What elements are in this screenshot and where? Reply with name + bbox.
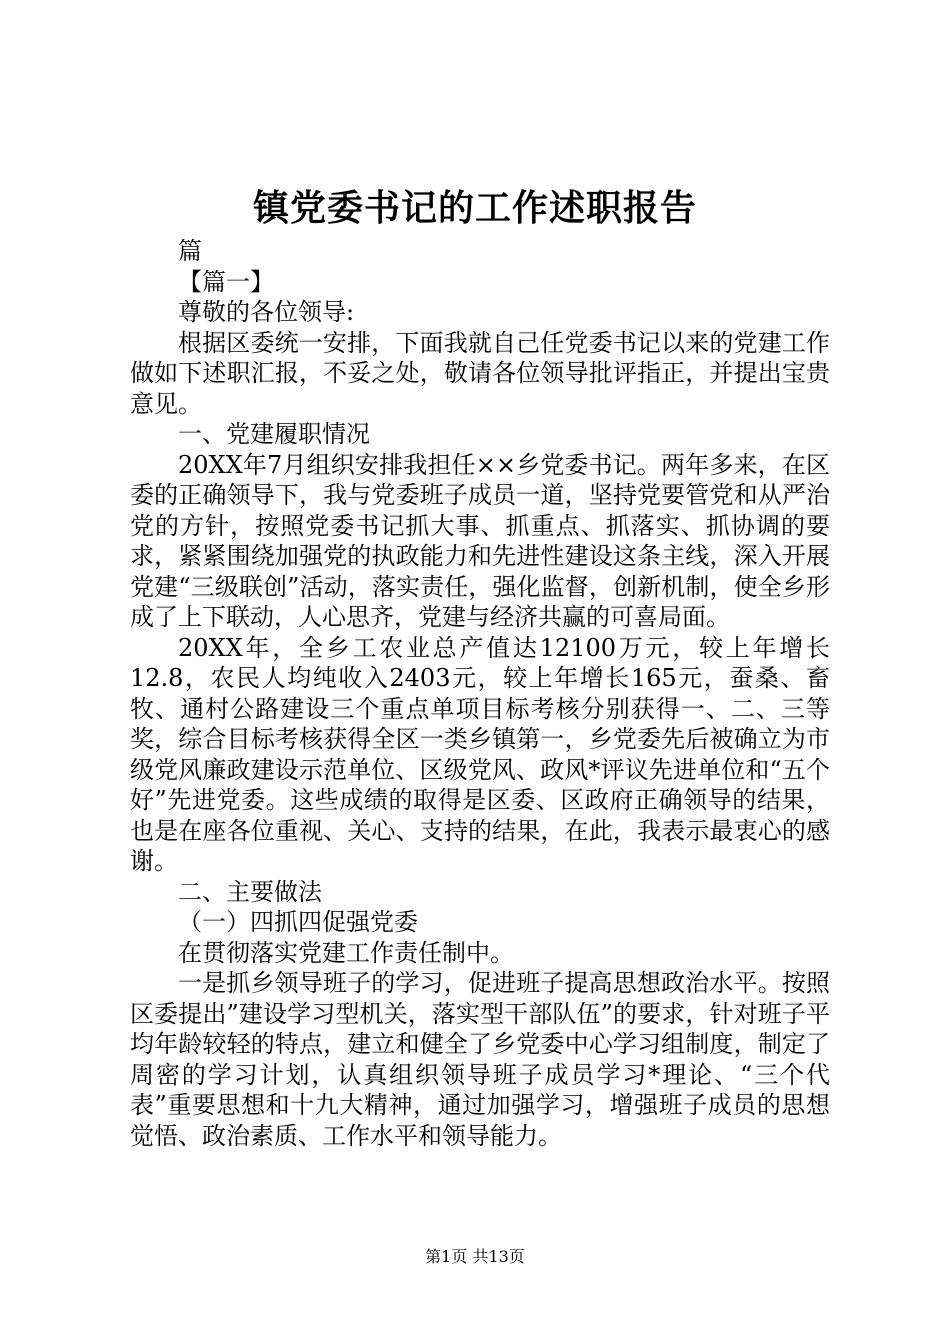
paragraph-intro: 根据区委统一安排，下面我就自己任党委书记以来的党建工作做如下述职汇报，不妥之处，敬请各位领导批评指正，并提出宝贵意见。 <box>130 328 830 418</box>
document-body <box>130 236 830 1151</box>
paragraph-study: 一是抓乡领导班子的学习，促进班子提高思想政治水平。按照区委提出”建设学习型机关，落实型干部队伍”的要求，针对班子平均年龄较轻的特点，建立和健全了乡党委中心学习组制度，制定了周密的学习计划，认真组织领导班子成员学习*理论、“三个代表”重要思想和十九大精神，通过加强学习，增强班子成员的思想觉悟、政治素质、工作水平和领导能力。 <box>130 969 830 1150</box>
paragraph-salutation: 尊敬的各位领导: <box>178 298 355 326</box>
heading-part-two: 二、主要做法 <box>178 877 322 906</box>
paragraph-pian: 篇 <box>178 237 202 265</box>
heading-subsection-one: （一）四抓四促强党委 <box>178 908 418 936</box>
paragraph-section-label: 【篇一】 <box>178 267 274 296</box>
document-title: 镇党委书记的工作述职报告 <box>252 187 697 229</box>
paragraph-achievements: 20XX年，全乡工农业总产值达12100万元，较上年增长12.8，农民人均纯收入2403元，较上年增长165元，蚕桑、畜牧、通村公路建设三个重点单项目标考核分别获得一、二、三等奖，综合目标考核获得全区一类乡镇第一，乡党委先后被确立为市级党风廉政建设示范单位、区级党风、政风*评议先进单位和“五个好”先进党委。这些成绩的取得是区委、区政府正确领导的结果，也是在座各位重视、关心、支持的结果，在此，我表示最衷心的感谢。 <box>130 633 830 875</box>
page-footer: 第1页 共13页 <box>425 1247 525 1266</box>
paragraph-duty-overview: 20XX年7月组织安排我担任××乡党委书记。两年多来，在区委的正确领导下，我与党委班子成员一道，坚持党要管党和从严治党的方针，按照党委书记抓大事、抓重点、抓落实、抓协调的要求，紧紧围绕加强党的执政能力和先进性建设这条主线，深入开展党建“三级联创”活动，落实责任，强化监督，创新机制，使全乡形成了上下联动，人心思齐，党建与经济共赢的可喜局面。 <box>130 450 830 631</box>
heading-part-one: 一、党建履职情况 <box>178 420 370 448</box>
paragraph-responsibility: 在贯彻落实党建工作责任制中。 <box>178 938 514 967</box>
